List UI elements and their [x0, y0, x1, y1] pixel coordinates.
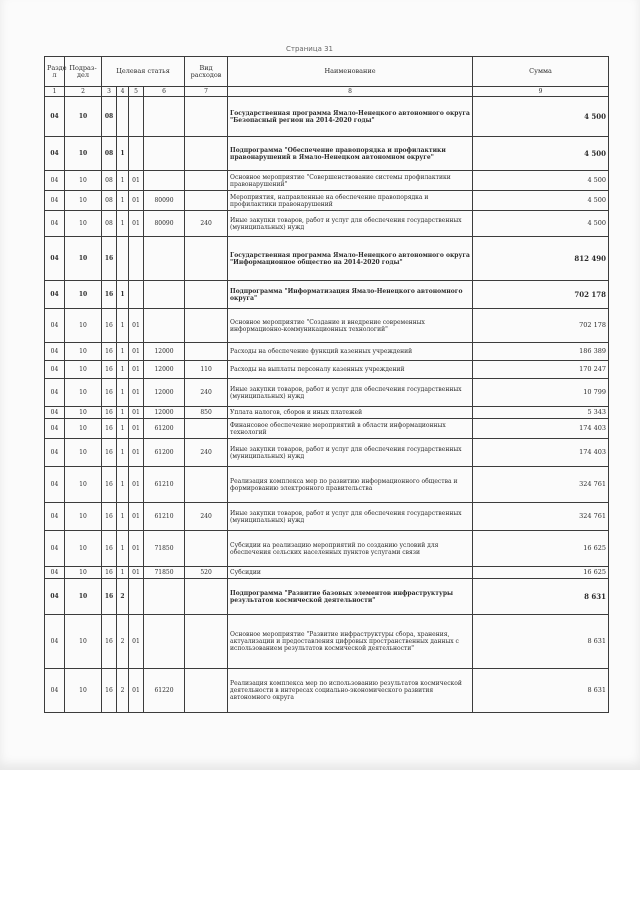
cell-subprogram: 2 [117, 615, 129, 669]
column-number: 6 [144, 87, 185, 97]
cell-direction [144, 171, 185, 191]
cell-name: Подпрограмма "Информатизация Ямало-Ненецкого автономного округа" [228, 281, 473, 309]
cell-sum: 16 625 [473, 567, 609, 579]
cell-expense-type: 520 [185, 567, 228, 579]
cell-podrazdel: 10 [65, 211, 102, 237]
cell-podrazdel: 10 [65, 97, 102, 137]
cell-sum: 170 247 [473, 361, 609, 379]
cell-event [129, 237, 144, 281]
cell-podrazdel: 10 [65, 439, 102, 467]
table-body [45, 97, 609, 713]
cell-program: 16 [102, 379, 117, 407]
cell-razdel: 04 [45, 171, 65, 191]
cell-podrazdel: 10 [65, 309, 102, 343]
cell-event: 01 [129, 419, 144, 439]
table-row [45, 361, 609, 379]
cell-razdel: 04 [45, 211, 65, 237]
cell-name: Иные закупки товаров, работ и услуг для обеспечения государственных (муниципальных) нужд [228, 379, 473, 407]
cell-podrazdel: 10 [65, 343, 102, 361]
cell-razdel: 04 [45, 191, 65, 211]
cell-razdel: 04 [45, 531, 65, 567]
cell-razdel: 04 [45, 309, 65, 343]
table-row [45, 419, 609, 439]
cell-program: 16 [102, 669, 117, 713]
table-row [45, 281, 609, 309]
cell-expense-type [185, 615, 228, 669]
cell-expense-type [185, 467, 228, 503]
cell-event: 01 [129, 531, 144, 567]
cell-name: Расходы на обеспечение функций казенных учреждений [228, 343, 473, 361]
cell-razdel: 04 [45, 503, 65, 531]
cell-expense-type [185, 419, 228, 439]
table-row [45, 309, 609, 343]
cell-expense-type [185, 97, 228, 137]
cell-sum: 8 631 [473, 669, 609, 713]
cell-sum: 324 761 [473, 467, 609, 503]
column-number: 4 [117, 87, 129, 97]
cell-sum: 812 490 [473, 237, 609, 281]
cell-program: 16 [102, 419, 117, 439]
cell-razdel: 04 [45, 281, 65, 309]
table-row [45, 97, 609, 137]
table-row [45, 191, 609, 211]
cell-razdel: 04 [45, 137, 65, 171]
cell-event: 01 [129, 361, 144, 379]
cell-sum: 174 403 [473, 439, 609, 467]
cell-razdel: 04 [45, 361, 65, 379]
cell-name: Субсидии [228, 567, 473, 579]
cell-direction [144, 281, 185, 309]
cell-event [129, 137, 144, 171]
cell-event: 01 [129, 439, 144, 467]
cell-expense-type [185, 669, 228, 713]
cell-event: 01 [129, 567, 144, 579]
cell-sum: 16 625 [473, 531, 609, 567]
cell-subprogram [117, 97, 129, 137]
cell-direction: 80090 [144, 211, 185, 237]
cell-subprogram: 1 [117, 439, 129, 467]
column-number: 8 [228, 87, 473, 97]
cell-name: Основное мероприятие "Развитие инфраструктуры сбора, хранения, актуализации и предоставления цифровых пространственных данных с использованием результатов космической деятельности" [228, 615, 473, 669]
cell-sum: 4 500 [473, 211, 609, 237]
header-podrazdel: Подраз- дел [65, 57, 102, 87]
column-number: 5 [129, 87, 144, 97]
cell-subprogram: 1 [117, 467, 129, 503]
cell-expense-type [185, 579, 228, 615]
cell-subprogram: 1 [117, 343, 129, 361]
table-row [45, 171, 609, 191]
cell-expense-type [185, 191, 228, 211]
table-row [45, 669, 609, 713]
table-row [45, 615, 609, 669]
cell-subprogram: 1 [117, 137, 129, 171]
cell-expense-type: 850 [185, 407, 228, 419]
cell-program: 16 [102, 237, 117, 281]
cell-sum: 8 631 [473, 579, 609, 615]
cell-razdel: 04 [45, 379, 65, 407]
cell-podrazdel: 10 [65, 379, 102, 407]
cell-sum: 174 403 [473, 419, 609, 439]
cell-subprogram: 2 [117, 669, 129, 713]
cell-name: Реализация комплекса мер по развитию информационного общества и формированию электронного правительства [228, 467, 473, 503]
table-row [45, 407, 609, 419]
cell-event: 01 [129, 669, 144, 713]
cell-sum: 4 500 [473, 97, 609, 137]
table-row [45, 211, 609, 237]
column-number: 2 [65, 87, 102, 97]
cell-expense-type [185, 237, 228, 281]
cell-name: Подпрограмма "Обеспечение правопорядка и профилактики правонарушений в Ямало-Ненецком автономном округе" [228, 137, 473, 171]
cell-direction [144, 237, 185, 281]
table-row [45, 503, 609, 531]
cell-podrazdel: 10 [65, 531, 102, 567]
cell-subprogram: 1 [117, 379, 129, 407]
cell-sum: 4 500 [473, 171, 609, 191]
cell-event: 01 [129, 503, 144, 531]
cell-subprogram: 1 [117, 503, 129, 531]
cell-name: Уплата налогов, сборов и иных платежей [228, 407, 473, 419]
cell-subprogram: 1 [117, 361, 129, 379]
cell-razdel: 04 [45, 567, 65, 579]
cell-subprogram: 1 [117, 171, 129, 191]
cell-event: 01 [129, 467, 144, 503]
cell-podrazdel: 10 [65, 191, 102, 211]
cell-program: 08 [102, 191, 117, 211]
cell-event: 01 [129, 309, 144, 343]
table-row [45, 343, 609, 361]
cell-program: 16 [102, 361, 117, 379]
table-row [45, 467, 609, 503]
header-target-article: Целевая статья [102, 57, 185, 87]
header-razdel: Разде л [45, 57, 65, 87]
cell-podrazdel: 10 [65, 579, 102, 615]
cell-expense-type: 240 [185, 379, 228, 407]
cell-direction [144, 615, 185, 669]
cell-program: 16 [102, 343, 117, 361]
cell-name: Основное мероприятие "Создание и внедрение современных информационно-коммуникационных технологий" [228, 309, 473, 343]
table-row [45, 567, 609, 579]
cell-event: 01 [129, 343, 144, 361]
cell-event: 01 [129, 211, 144, 237]
cell-expense-type [185, 281, 228, 309]
cell-sum: 4 500 [473, 137, 609, 171]
cell-subprogram: 1 [117, 407, 129, 419]
column-number: 7 [185, 87, 228, 97]
header-sum: Сумма [473, 57, 609, 87]
cell-direction: 61200 [144, 419, 185, 439]
cell-expense-type: 240 [185, 439, 228, 467]
cell-event: 01 [129, 407, 144, 419]
cell-expense-type [185, 171, 228, 191]
cell-name: Расходы на выплаты персоналу казенных учреждений [228, 361, 473, 379]
cell-podrazdel: 10 [65, 407, 102, 419]
column-number: 9 [473, 87, 609, 97]
cell-name: Подпрограмма "Развитие базовых элементов инфраструктуры результатов космической деятельности" [228, 579, 473, 615]
cell-direction [144, 579, 185, 615]
cell-direction: 61220 [144, 669, 185, 713]
cell-program: 08 [102, 211, 117, 237]
cell-sum: 4 500 [473, 191, 609, 211]
cell-direction: 71850 [144, 567, 185, 579]
cell-podrazdel: 10 [65, 361, 102, 379]
cell-podrazdel: 10 [65, 503, 102, 531]
table-row [45, 379, 609, 407]
cell-direction: 12000 [144, 343, 185, 361]
cell-subprogram: 1 [117, 309, 129, 343]
cell-razdel: 04 [45, 407, 65, 419]
cell-sum: 324 761 [473, 503, 609, 531]
cell-direction: 12000 [144, 361, 185, 379]
cell-subprogram: 1 [117, 419, 129, 439]
table-row [45, 579, 609, 615]
cell-name: Основное мероприятие "Совершенствование системы профилактики правонарушений" [228, 171, 473, 191]
cell-sum: 702 178 [473, 309, 609, 343]
table-row [45, 439, 609, 467]
cell-expense-type: 110 [185, 361, 228, 379]
cell-podrazdel: 10 [65, 669, 102, 713]
column-number: 3 [102, 87, 117, 97]
cell-sum: 186 389 [473, 343, 609, 361]
table-row [45, 237, 609, 281]
cell-event [129, 281, 144, 309]
cell-expense-type [185, 309, 228, 343]
cell-direction: 12000 [144, 407, 185, 419]
cell-program: 08 [102, 171, 117, 191]
cell-event [129, 97, 144, 137]
cell-program: 16 [102, 439, 117, 467]
cell-event: 01 [129, 191, 144, 211]
cell-program: 16 [102, 467, 117, 503]
cell-program: 16 [102, 281, 117, 309]
cell-subprogram [117, 237, 129, 281]
cell-podrazdel: 10 [65, 419, 102, 439]
cell-program: 16 [102, 567, 117, 579]
cell-event: 01 [129, 171, 144, 191]
cell-program: 08 [102, 97, 117, 137]
cell-direction: 61210 [144, 503, 185, 531]
cell-subprogram: 1 [117, 211, 129, 237]
cell-name: Иные закупки товаров, работ и услуг для обеспечения государственных (муниципальных) нужд [228, 211, 473, 237]
cell-razdel: 04 [45, 439, 65, 467]
page-number: Страница 31 [286, 45, 334, 53]
column-number: 1 [45, 87, 65, 97]
cell-podrazdel: 10 [65, 615, 102, 669]
cell-razdel: 04 [45, 97, 65, 137]
cell-subprogram: 1 [117, 531, 129, 567]
cell-name: Иные закупки товаров, работ и услуг для обеспечения государственных (муниципальных) нужд [228, 439, 473, 467]
cell-event: 01 [129, 379, 144, 407]
cell-sum: 702 178 [473, 281, 609, 309]
cell-name: Иные закупки товаров, работ и услуг для обеспечения государственных (муниципальных) нужд [228, 503, 473, 531]
cell-name: Субсидии на реализацию мероприятий по созданию условий для обеспечения сельских населенных пунктов услугами связи [228, 531, 473, 567]
cell-direction: 61210 [144, 467, 185, 503]
cell-sum: 10 799 [473, 379, 609, 407]
table-row [45, 137, 609, 171]
cell-sum: 8 631 [473, 615, 609, 669]
cell-event [129, 579, 144, 615]
cell-podrazdel: 10 [65, 567, 102, 579]
cell-subprogram: 2 [117, 579, 129, 615]
cell-expense-type [185, 343, 228, 361]
cell-razdel: 04 [45, 615, 65, 669]
cell-subprogram: 1 [117, 191, 129, 211]
blank-area [0, 770, 640, 905]
cell-name: Государственная программа Ямало-Ненецкого автономного округа "Безопасный регион на 2014-2020 годы" [228, 97, 473, 137]
cell-program: 16 [102, 615, 117, 669]
column-number-row [45, 87, 609, 97]
cell-expense-type: 240 [185, 503, 228, 531]
budget-table [44, 56, 609, 713]
cell-podrazdel: 10 [65, 237, 102, 281]
cell-subprogram: 1 [117, 281, 129, 309]
cell-program: 08 [102, 137, 117, 171]
cell-program: 16 [102, 309, 117, 343]
cell-sum: 5 343 [473, 407, 609, 419]
cell-razdel: 04 [45, 579, 65, 615]
cell-program: 16 [102, 531, 117, 567]
cell-program: 16 [102, 579, 117, 615]
table-row [45, 531, 609, 567]
cell-direction: 71850 [144, 531, 185, 567]
cell-podrazdel: 10 [65, 171, 102, 191]
cell-podrazdel: 10 [65, 137, 102, 171]
cell-subprogram: 1 [117, 567, 129, 579]
cell-expense-type [185, 531, 228, 567]
cell-razdel: 04 [45, 669, 65, 713]
cell-program: 16 [102, 407, 117, 419]
cell-direction [144, 309, 185, 343]
cell-razdel: 04 [45, 343, 65, 361]
cell-direction [144, 97, 185, 137]
cell-expense-type [185, 137, 228, 171]
cell-podrazdel: 10 [65, 467, 102, 503]
cell-razdel: 04 [45, 467, 65, 503]
cell-direction [144, 137, 185, 171]
header-expense-type: Вид расходов [185, 57, 228, 87]
cell-razdel: 04 [45, 237, 65, 281]
cell-direction: 61200 [144, 439, 185, 467]
cell-name: Финансовое обеспечение мероприятий в области информационных технологий [228, 419, 473, 439]
cell-name: Государственная программа Ямало-Ненецкого автономного округа "Информационное общество на 2014-2020 годы" [228, 237, 473, 281]
cell-expense-type: 240 [185, 211, 228, 237]
cell-direction: 80090 [144, 191, 185, 211]
cell-event: 01 [129, 615, 144, 669]
cell-name: Мероприятия, направленные на обеспечение правопорядка и профилактики правонарушений [228, 191, 473, 211]
header-name: Наименование [228, 57, 473, 87]
cell-program: 16 [102, 503, 117, 531]
cell-podrazdel: 10 [65, 281, 102, 309]
cell-name: Реализация комплекса мер по использованию результатов космической деятельности в интересах социально-экономического развития автономного округа [228, 669, 473, 713]
cell-direction: 12000 [144, 379, 185, 407]
cell-razdel: 04 [45, 419, 65, 439]
